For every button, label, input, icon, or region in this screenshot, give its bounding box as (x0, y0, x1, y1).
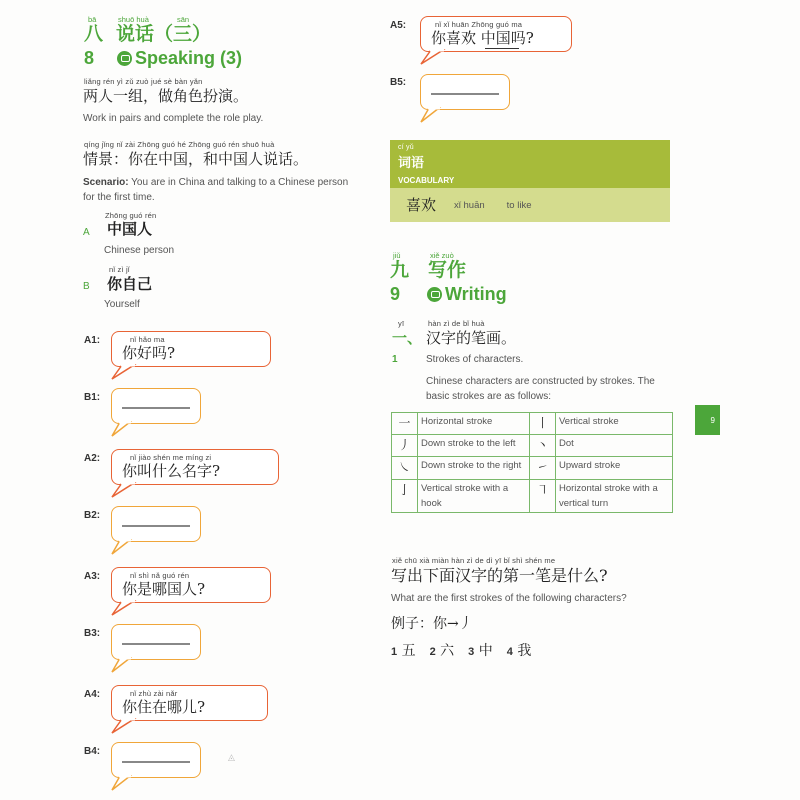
question-en: What are the first strokes of the following characters? (391, 593, 627, 604)
answer-bubble-b2[interactable] (111, 506, 201, 542)
scenario-en (83, 175, 358, 205)
exercise-description: Chinese characters are constructed by strokes. The basic strokes are as follows: (426, 376, 655, 402)
item-char: 我 (517, 643, 532, 659)
bubble-tail-icon (104, 775, 144, 791)
table-row (392, 479, 673, 512)
scenario-label: Scenario: (83, 177, 129, 188)
pinyin-san: sān (177, 15, 190, 24)
stroke-name: Vertical stroke (556, 413, 673, 435)
a4-zh: 你住在哪儿? (122, 698, 206, 716)
section-number-zh: 九 (390, 259, 410, 281)
bubble-tail-icon (104, 600, 144, 616)
dialogue-label-b4: B4: (84, 746, 101, 757)
dialogue-label-b2: B2: (84, 510, 101, 521)
role-b-label: B (83, 281, 90, 292)
dialogue-label-b5: B5: (390, 77, 407, 88)
vocabulary-item (390, 188, 670, 222)
scenario-text: You are in China and talking to a Chinese person for the first time. (83, 177, 349, 203)
stroke-glyph: 亅 (392, 479, 418, 512)
strokes-num-pinyin: yī (398, 319, 405, 328)
stroke-glyph: ㇕ (530, 479, 556, 512)
stroke-name: Upward stroke (556, 457, 673, 479)
instruction-zh: 两人一组，做角色扮演。 (83, 87, 249, 105)
bubble-tail-icon (104, 364, 144, 380)
section-title-en (427, 285, 507, 303)
a5-zh: 你喜欢 中国吗? (431, 29, 534, 47)
bubble-tail-icon (413, 107, 453, 123)
role-a-label: A (83, 227, 90, 238)
answer-blank-b1[interactable] (122, 407, 190, 409)
table-row (392, 435, 673, 457)
section-number: 9 (390, 284, 401, 304)
exercise-title: Strokes of characters. (426, 354, 524, 365)
exercise-number: 1 (392, 354, 398, 365)
bubble-tail-icon (413, 49, 453, 65)
dialogue-label-a4: A4: (84, 689, 101, 700)
vocabulary-title-zh: 词语 (398, 156, 425, 171)
dialogue-label-b1: B1: (84, 392, 101, 403)
answer-bubble-b3[interactable] (111, 624, 201, 660)
a1-zh: 你好吗? (122, 344, 176, 362)
scenario-zh: 情景：你在中国，和中国人说话。 (83, 150, 309, 168)
question-zh: 写出下面汉字的第一笔是什么? (391, 566, 608, 585)
stroke-name: Dot (556, 435, 673, 457)
pinyin-shuohua: shuō huà (118, 15, 149, 24)
speech-bubble-a4 (111, 685, 268, 721)
item-char: 中 (478, 643, 493, 659)
section-title-zh: 写作 (428, 259, 467, 281)
vocabulary-box (390, 140, 670, 222)
role-a-pinyin: Zhōng guó rén (105, 211, 157, 220)
strokes-heading-zh: 汉字的笔画。 (426, 329, 517, 347)
dialogue-label-a2: A2: (84, 453, 101, 464)
vocab-zh: 喜欢 (406, 195, 437, 214)
bubble-tail-icon (104, 421, 144, 437)
item-char: 五 (401, 643, 416, 659)
answer-blank-b2[interactable] (122, 525, 190, 527)
writing-icon (427, 287, 442, 302)
role-b-en: Yourself (104, 299, 140, 310)
stroke-glyph: 丨 (530, 413, 556, 435)
a5-pinyin: nǐ xǐ huān Zhōng guó ma (435, 20, 523, 29)
bubble-tail-icon (104, 539, 144, 555)
item-number: 3 (468, 646, 475, 658)
role-a-en: Chinese person (104, 245, 175, 256)
speech-bubble-a3 (111, 567, 271, 603)
vocab-en: to like (506, 199, 532, 211)
section-number: 8 (84, 48, 95, 68)
pinyin-ba: bā (88, 15, 97, 24)
speech-bubble-a5 (420, 16, 572, 52)
strokes-heading-pinyin: hàn zì de bǐ huà (428, 319, 485, 328)
section-title-en (117, 49, 242, 67)
question-pinyin: xiě chū xià miàn hàn zì de dì yī bǐ shì shén me (392, 556, 556, 565)
stroke-name: Down stroke to the left (418, 435, 530, 457)
speech-bubble-a2 (111, 449, 279, 485)
dialogue-label-a3: A3: (84, 571, 101, 582)
example: 例子：你→丿 (391, 616, 473, 632)
stroke-name: Horizontal stroke (418, 413, 530, 435)
item-number: 4 (506, 646, 513, 658)
character-item (507, 642, 532, 660)
stroke-name: Down stroke to the right (418, 457, 530, 479)
strokes-heading-num: 一、 (392, 329, 423, 347)
section-title-en-text: Writing (445, 284, 507, 304)
answer-blank-b5[interactable] (431, 93, 499, 95)
answer-blank-b3[interactable] (122, 643, 190, 645)
item-char: 六 (440, 643, 455, 659)
stroke-glyph: 丶 (530, 435, 556, 457)
item-number: 1 (391, 646, 398, 658)
pinyin-jiu: jiǔ (393, 251, 401, 260)
item-number: 2 (429, 646, 436, 658)
character-item (430, 642, 455, 660)
role-a-zh: 中国人 (107, 220, 153, 238)
stroke-name: Vertical stroke with a hook (418, 479, 530, 512)
answer-bubble-b1[interactable] (111, 388, 201, 424)
dialogue-label-a1: A1: (84, 335, 101, 346)
scenario-pinyin: qíng jǐng nǐ zài Zhōng guó hé Zhōng guó rén shuō huà (84, 140, 275, 149)
table-row (392, 413, 673, 435)
pinyin-xiezuo: xiě zuò (430, 251, 454, 260)
a2-pinyin: nǐ jiào shén me míng zi (130, 453, 212, 462)
a2-zh: 你叫什么名字? (122, 462, 221, 480)
underline-zhongguo (485, 48, 519, 49)
character-item (391, 642, 416, 660)
bubble-tail-icon (104, 482, 144, 498)
a4-pinyin: nǐ zhù zài nǎr (130, 689, 178, 698)
instruction-en: Work in pairs and complete the role play. (83, 113, 264, 124)
strokes-table (391, 412, 673, 513)
role-b-zh: 你自己 (107, 275, 153, 293)
a3-zh: 你是哪国人? (122, 580, 206, 598)
speech-bubble-a1 (111, 331, 271, 367)
vocabulary-title-en: VOCABULARY (398, 176, 455, 185)
role-b-pinyin: nǐ zì jǐ (109, 265, 130, 274)
section-number-zh: 八 (84, 23, 104, 45)
dialogue-label-b3: B3: (84, 628, 101, 639)
bubble-tail-icon (104, 657, 144, 673)
table-row (392, 457, 673, 479)
stroke-glyph: ㇀ (530, 457, 556, 479)
instruction-pinyin: liǎng rén yì zǔ zuò jué sè bàn yǎn (84, 77, 203, 86)
vocabulary-header (390, 140, 670, 188)
section-title-en-text: Speaking (3) (135, 48, 243, 68)
answer-bubble-b4[interactable] (111, 742, 201, 778)
stroke-glyph: ㇏ (392, 457, 418, 479)
stroke-name: Horizontal stroke with a vertical turn (556, 479, 673, 512)
a1-pinyin: nǐ hǎo ma (130, 335, 165, 344)
vocabulary-pinyin: cí yǔ (398, 144, 414, 151)
page-number-tab: 9 (695, 405, 720, 435)
section-title-zh: 说话（三） (116, 23, 212, 45)
answer-blank-b4[interactable] (122, 761, 190, 763)
dialogue-label-a5: A5: (390, 20, 407, 31)
character-list (391, 642, 531, 660)
smudge-mark: ◬ (228, 752, 235, 762)
character-item (468, 642, 493, 660)
a3-pinyin: nǐ shì nǎ guó rén (130, 571, 190, 580)
vocab-pinyin: xǐ huān (454, 199, 485, 211)
speech-bubble-icon (117, 51, 132, 66)
stroke-glyph: 一 (392, 413, 418, 435)
answer-bubble-b5[interactable] (420, 74, 510, 110)
stroke-glyph: 丿 (392, 435, 418, 457)
bubble-tail-icon (104, 718, 144, 734)
